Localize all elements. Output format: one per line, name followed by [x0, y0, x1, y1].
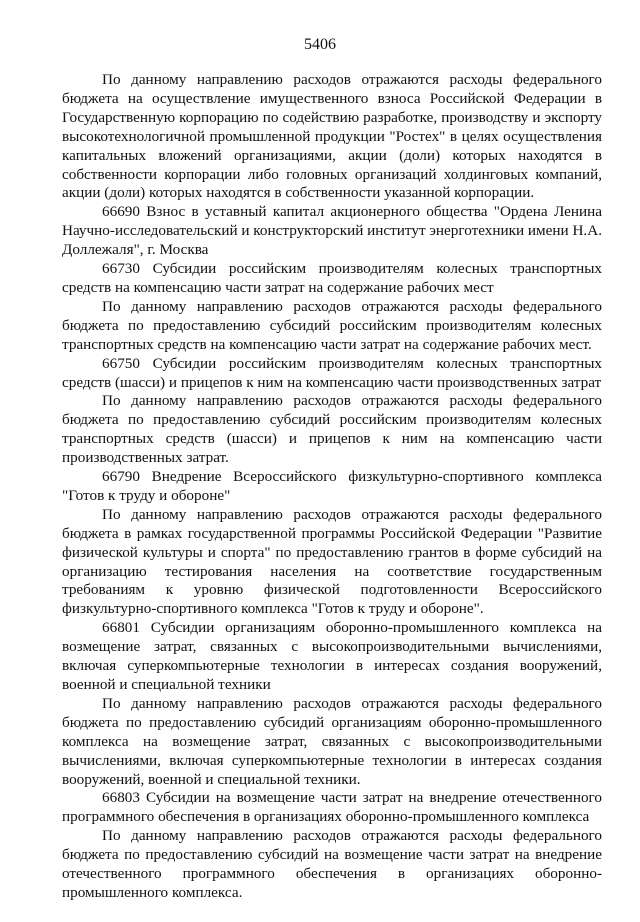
document-body [62, 71, 602, 903]
heading-66730: 66730 Субсидии российским производителям колесных транспортных средств на компенсацию части затрат на содержание рабочих мест [62, 260, 602, 296]
paragraph-66803-description: По данному направлению расходов отражаются расходы федерального бюджета по предоставлению субсидий на возмещение части затрат на внедрение отечественного программного обеспечения в организациях оборонно-промышленного комплекса. [62, 827, 602, 901]
heading-66690: 66690 Взнос в уставный капитал акционерного общества "Ордена Ленина Научно-исследовательский и конструкторский институт энерготехники имени Н.А. Доллежаля", г. Москва [62, 203, 602, 259]
heading-66750: 66750 Субсидии российским производителям колесных транспортных средств (шасси) и прицепов к ним на компенсацию части производственных затрат [62, 354, 602, 391]
paragraph-66730-description: По данному направлению расходов отражаются расходы федерального бюджета по предоставлению субсидий российским производителям колесных транспортных средств на компенсацию части затрат на содержание рабочих мест. [62, 297, 602, 353]
heading-66801: 66801 Субсидии организациям оборонно-промышленного комплекса на возмещение затрат, связанных с высокопроизводительными вычислениями, включая суперкомпьютерные технологии в интересах создания вооружений, военной и специальной техники [62, 619, 602, 693]
paragraph-rostech-contribution: По данному направлению расходов отражаются расходы федерального бюджета на осуществление имущественного взноса Российской Федерации в Государственную корпорацию по содействию разработке, производству и экспорту высокотехнологичной промышленной продукции "Ростех" в целях осуществления капитальных вложений организациями, акции (доли) которых находятся в собственности корпорации либо головных организаций холдинговых компаний, акции (доли) которых находятся в собственности указанной корпорации. [62, 71, 602, 202]
heading-66803: 66803 Субсидии на возмещение части затрат на внедрение отечественного программного обеспечения в организациях оборонно-промышленного комплекса [62, 789, 602, 826]
heading-66790: 66790 Внедрение Всероссийского физкультурно-спортивного комплекса "Готов к труду и обороне" [62, 468, 602, 504]
paragraph-66790-description: По данному направлению расходов отражаются расходы федерального бюджета в рамках государственной программы Российской Федерации "Развитие физической культуры и спорта" по предоставлению грантов в форме субсидий на организацию тестирования населения на соответствие государственным требованиям к уровню физической подготовленности Всероссийского физкультурно-спортивного комплекса "Готов к труду и обороне". [62, 505, 602, 618]
page-number: 5406 [304, 36, 336, 53]
paragraph-66801-description: По данному направлению расходов отражаются расходы федерального бюджета по предоставлению субсидий организациям оборонно-промышленного комплекса на возмещение затрат, связанных с высокопроизводительными вычислениями, включая суперкомпьютерные технологии в интересах создания вооружений, военной и специальной техники. [62, 694, 602, 788]
paragraph-66750-description: По данному направлению расходов отражаются расходы федерального бюджета по предоставлению субсидий российским производителям колесных транспортных средств (шасси) и прицепов к ним на компенсацию части производственных затрат. [62, 392, 602, 467]
